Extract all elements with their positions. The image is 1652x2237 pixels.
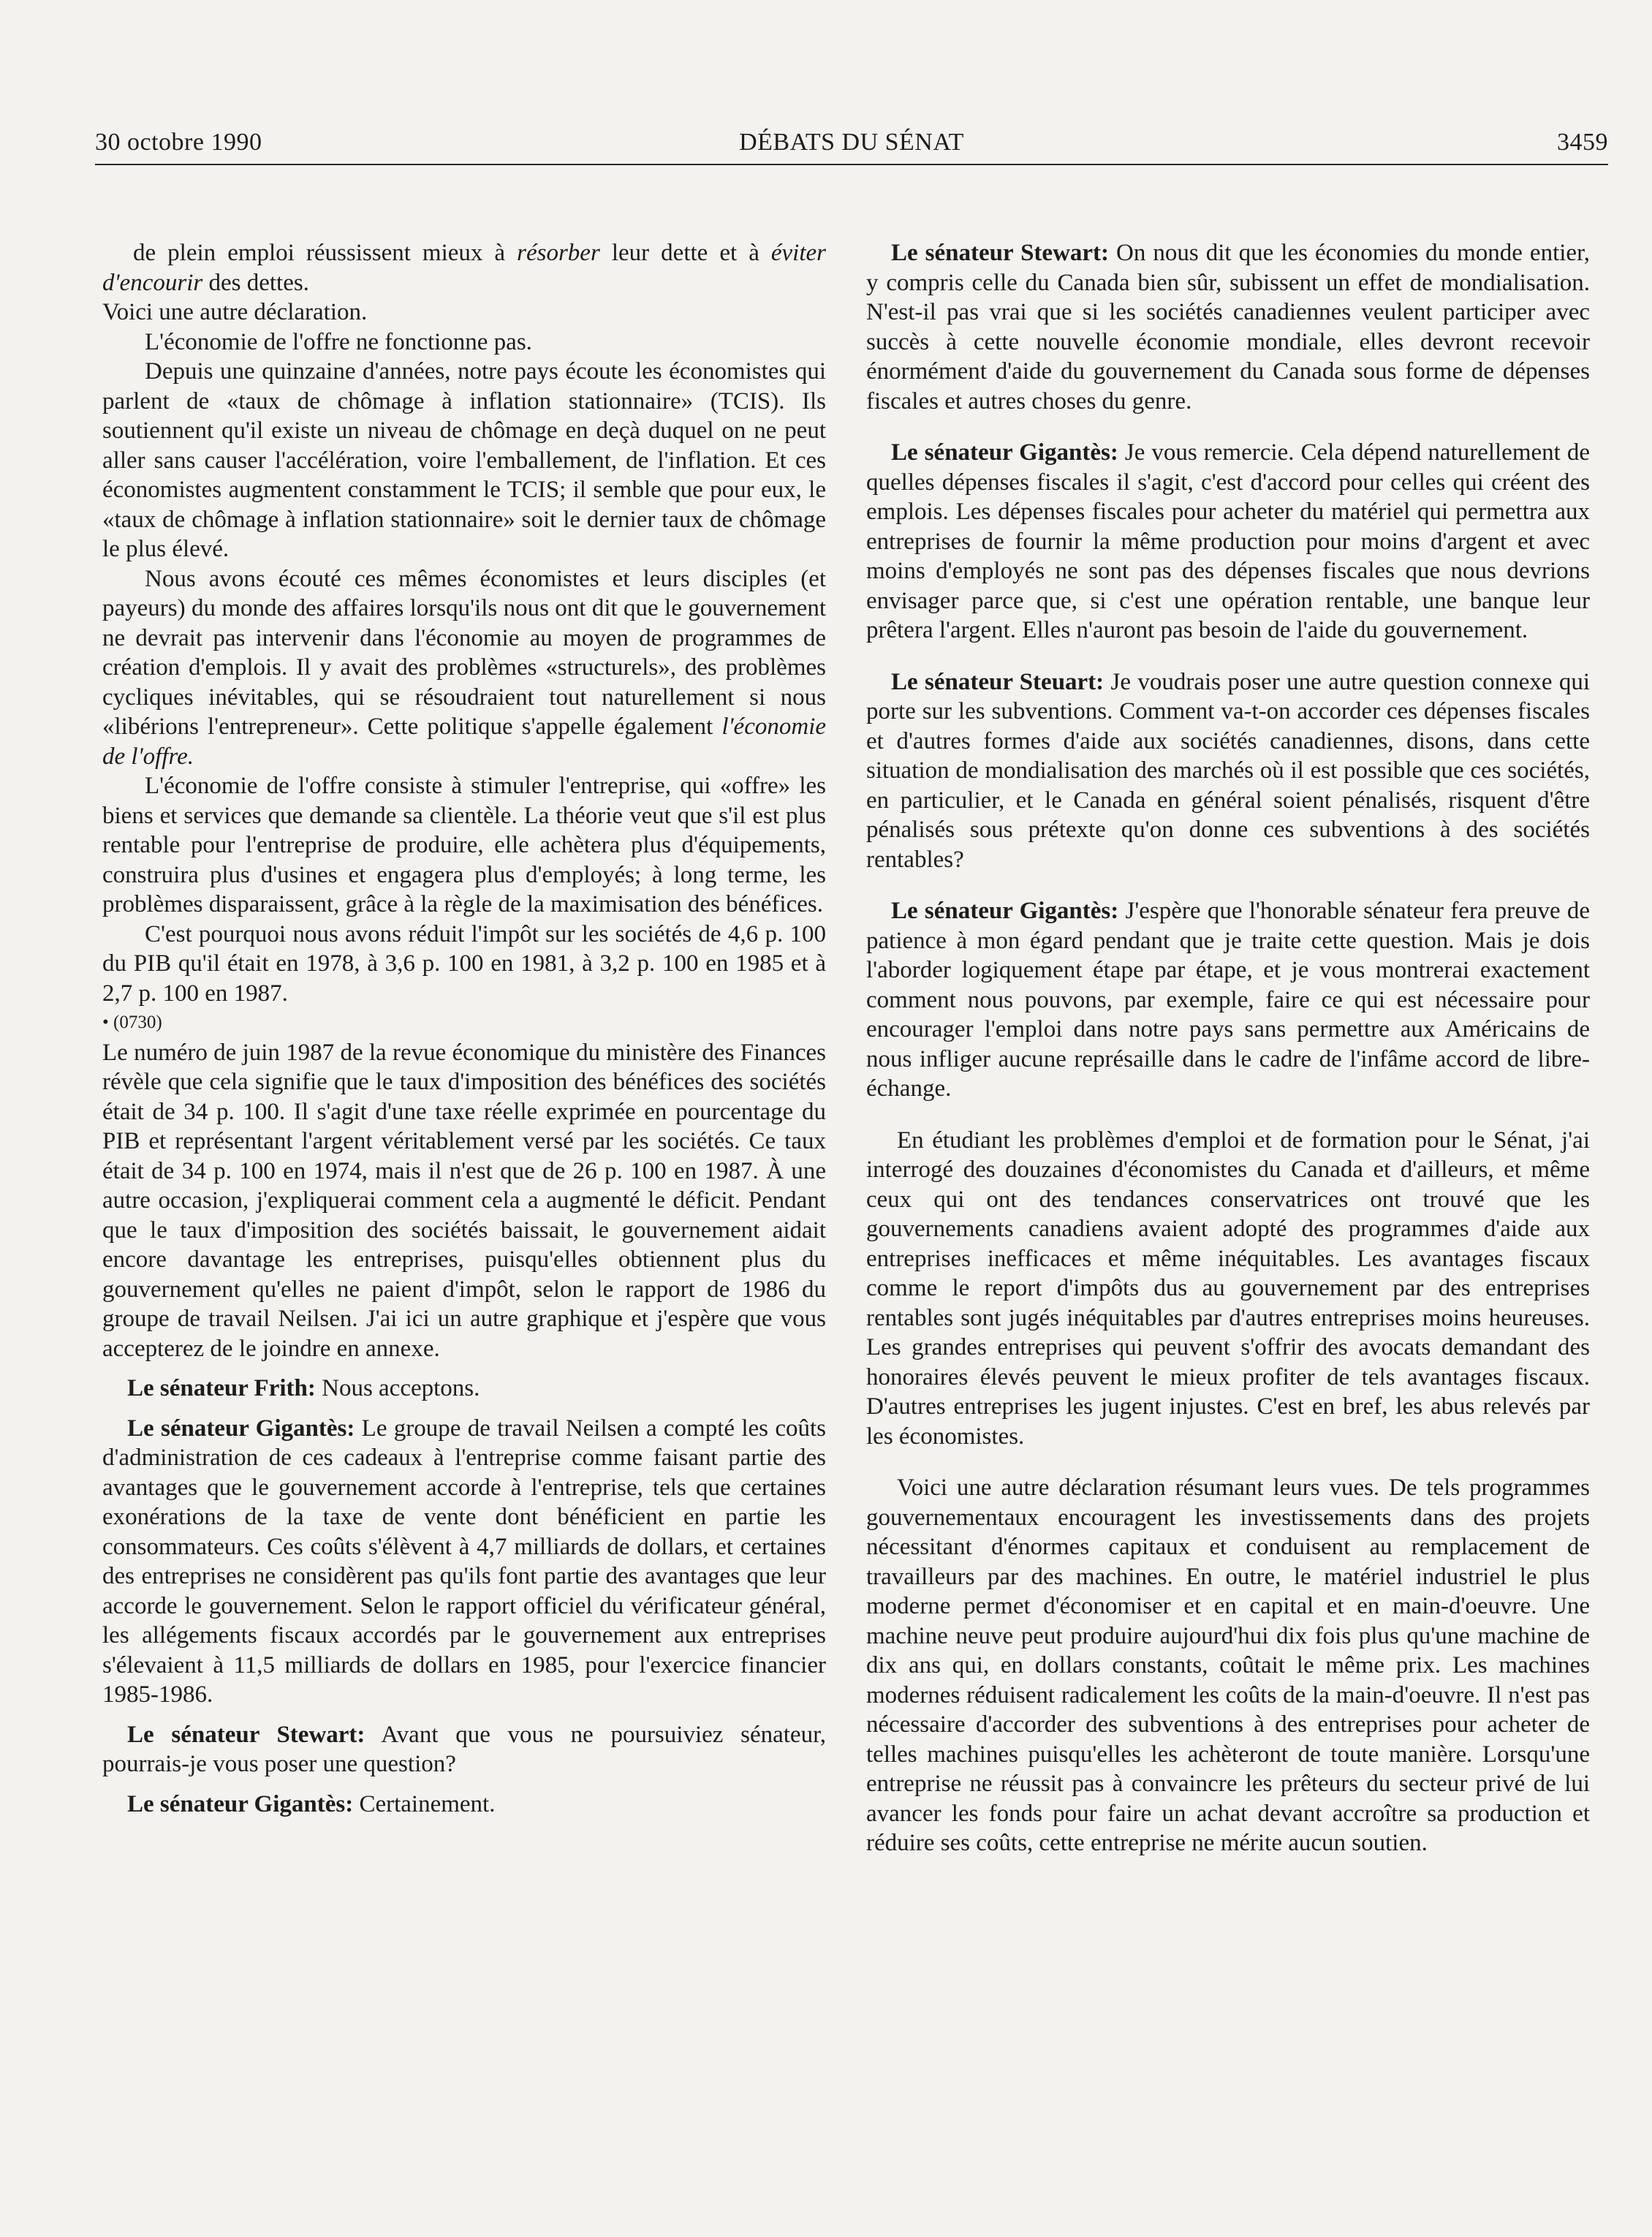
paragraph: C'est pourquoi nous avons réduit l'impôt sur les sociétés de 4,6 p. 100 du PIB qu'il était en 1978, à 3,6 p. 100 en 1981, à 3,2 p. 100 en 1985 et à 2,7 p. 100 en 1987.	[102, 920, 826, 1007]
speaker-paragraph: Le sénateur Gigantès: Je vous remercie. Cela dépend naturellement de quelles dépenses fiscales il s'agit, c'est d'accord pour celles qui créent des emplois. Les dépenses fiscales pour acheter du matériel qui permettra aux entreprises de fournir la même production pour moins d'argent et avec moins d'employés ne sont pas des dépenses fiscales que nous devrions envisager parce que, si c'est une opération rentable, une banque leur prêtera l'argent. Elles n'auront pas besoin de l'aide du gouvernement.	[866, 439, 1590, 643]
speaker-name: Le sénateur Stewart:	[891, 240, 1110, 266]
left-column	[102, 238, 826, 1819]
speaker-paragraph: Le sénateur Stewart: Avant que vous ne poursuiviez sénateur, pourrais-je vous poser une question?	[102, 1721, 826, 1777]
paragraph: Voici une autre déclaration.	[102, 299, 368, 325]
paragraph: de plein emploi réussissent mieux à résorber leur dette et à éviter d'encourir des dettes.	[102, 240, 826, 296]
speaker-paragraph: Le sénateur Gigantès: Certainement.	[127, 1790, 496, 1817]
speaker-paragraph: Le sénateur Gigantès: Le groupe de travail Neilsen a compté les coûts d'administration de ces cadeaux à l'entreprise comme faisant partie des avantages que le gouvernement accorde à l'entreprise, tels que certaines exonérations de la taxe de vente dont bénéficient en partie les consommateurs. Ces coûts s'élèvent à 4,7 milliards de dollars, et certaines des entreprises ne considèrent pas qu'ils font partie des avantages que leur accorde le gouvernement. Selon le rapport officiel du vérificateur général, les allégements fiscaux accordés par le gouvernement aux entreprises s'élevaient à 11,5 milliards de dollars en 1985, pour l'exercice financier 1985-1986.	[102, 1415, 826, 1708]
speaker-paragraph: Le sénateur Stewart: On nous dit que les économies du monde entier, y compris celle du Canada bien sûr, subissent un effet de mondialisation. N'est-il pas vrai que si les sociétés canadiennes veulent participer avec succès à cette nouvelle économie mondiale, elles devront recevoir énormément d'aide du gouvernement du Canada sous forme de dépenses fiscales et autres choses du genre.	[866, 240, 1590, 415]
paragraph: L'économie de l'offre ne fonctionne pas.	[145, 328, 532, 355]
paragraph: Depuis une quinzaine d'années, notre pays écoute les économistes qui parlent de «taux de chômage à inflation stationnaire» (TCIS). Ils soutiennent qu'il existe un niveau de chômage en deçà duquel on ne peut aller sans causer l'accélération, voire l'emballement, de l'inflation. Et ces économistes augmentent constamment le TCIS; il semble que pour eux, le «taux de chômage à inflation stationnaire» soit le dernier taux de chômage le plus élevé.	[102, 358, 826, 562]
speaker-paragraph: Le sénateur Gigantès: J'espère que l'honorable sénateur fera preuve de patience à mon égard pendant que je traite cette question. Mais je dois l'aborder logiquement étape par étape, et je vous montrerai exactement comment nous pouvons, par exemple, faire ce qui est nécessaire pour encourager l'emploi dans notre pays sans permettre aux Américains de nous infliger aucune représaille dans le cadre de l'infâme accord de libre-échange.	[866, 898, 1590, 1102]
header-title: DÉBATS DU SÉNAT	[739, 129, 964, 156]
header-date: 30 octobre 1990	[95, 129, 262, 156]
speaker-name: Le sénateur Gigantès:	[891, 439, 1118, 466]
header-page-number: 3459	[1557, 129, 1608, 156]
speaker-name: Le sénateur Steuart:	[891, 668, 1105, 695]
time-marker: • (0730)	[102, 1012, 162, 1032]
paragraph: Voici une autre déclaration résumant leurs vues. De tels programmes gouvernementaux encouragent les investissements dans des projets nécessitant d'énormes capitaux et conduisent au remplacement de travailleurs par des machines. En outre, le matériel industriel le plus moderne permet d'économiser et en capital et en main-d'oeuvre. Une machine neuve peut produire aujourd'hui dix fois plus qu'une machine de dix ans qui, en dollars constants, coûtait le même prix. Les machines modernes réduisent radicalement les coûts de la main-d'oeuvre. Il n'est pas nécessaire d'accorder des subventions à des entreprises pour acheter de telles machines puisqu'elles les achèteront de toute manière. Lorsqu'une entreprise ne réussit pas à convaincre les prêteurs du secteur privé de lui avancer les fonds pour faire un achat devant accroître sa production et réduire ses coûts, cette entreprise ne mérite aucun soutien.	[866, 1475, 1590, 1856]
paragraph: L'économie de l'offre consiste à stimuler l'entreprise, qui «offre» les biens et services que demande sa clientèle. La théorie veut que s'il est plus rentable pour l'entreprise de produire, elle achètera plus d'équipements, construira plus d'usines et engagera plus d'employés; à long terme, les problèmes disparaissent, grâce à la règle de la maximisation des bénéfices.	[102, 773, 826, 917]
paragraph: Nous avons écouté ces mêmes économistes et leurs disciples (et payeurs) du monde des affaires lorsqu'ils nous ont dit que le gouvernement ne devrait pas intervenir dans l'économie au moyen de programmes de création d'emplois. Il y avait des problèmes «structurels», des problèmes cycliques inévitables, qui se résoudraient tout naturellement si nous «libérions l'entrepreneur». Cette politique s'appelle également l'économie de l'offre.	[102, 565, 826, 770]
speaker-name: Le sénateur Gigantès:	[127, 1790, 354, 1817]
running-header	[95, 129, 1608, 167]
speaker-paragraph: Le sénateur Steuart: Je voudrais poser une autre question connexe qui porte sur les subventions. Comment va-t-on accorder ces dépenses fiscales et d'autres formes d'aide aux sociétés canadiennes, disons, dans cette situation de mondialisation des marchés où il est possible que ces sociétés, en particulier, et le Canada en général soient pénalisés, risquent d'être pénalisés sous prétexte qu'on donne ces subventions à des sociétés rentables?	[866, 668, 1590, 873]
speaker-name: Le sénateur Frith:	[127, 1375, 316, 1401]
right-column	[866, 238, 1590, 1858]
speaker-paragraph: Le sénateur Frith: Nous acceptons.	[127, 1375, 480, 1401]
paragraph: En étudiant les problèmes d'emploi et de formation pour le Sénat, j'ai interrogé des douzaines d'économistes du Canada et d'ailleurs, et même ceux qui ont des tendances conservatrices ont trouvé que les gouvernements canadiens avaient adopté des programmes d'aide aux entreprises inefficaces et même inéquitables. Les avantages fiscaux comme le report d'impôts dus au gouvernement par des entreprises rentables sont jugés inéquitables par d'autres entreprises moins heureuses. Les grandes entreprises qui peuvent s'offrir des avocats demandant des honoraires élevés peuvent le mieux profiter de tels avantages fiscaux. D'autres entreprises les jugent injustes. C'est en bref, les abus relevés par les économistes.	[866, 1127, 1590, 1450]
speaker-name: Le sénateur Gigantès:	[127, 1415, 355, 1442]
header-rule	[95, 164, 1608, 165]
speaker-name: Le sénateur Gigantès:	[891, 898, 1119, 924]
paragraph: Le numéro de juin 1987 de la revue économique du ministère des Finances révèle que cela signifie que le taux d'imposition des bénéfices des sociétés était de 34 p. 100. Il s'agit d'une taxe réelle exprimée en pourcentage du PIB et représentant l'argent véritablement versé par les sociétés. Ce taux était de 34 p. 100 en 1974, mais il n'est que de 26 p. 100 en 1987. À une autre occasion, j'expliquerai comment cela a augmenté le déficit. Pendant que le taux d'imposition des sociétés baissait, le gouvernement aidait encore davantage les entreprises, puisqu'elles obtiennent plus du gouvernement qu'elles ne paient d'impôt, selon le rapport de 1986 du groupe de travail Neilsen. J'ai ici un autre graphique et j'espère que vous accepterez de le joindre en annexe.	[102, 1039, 826, 1362]
speaker-name: Le sénateur Stewart:	[127, 1721, 365, 1748]
